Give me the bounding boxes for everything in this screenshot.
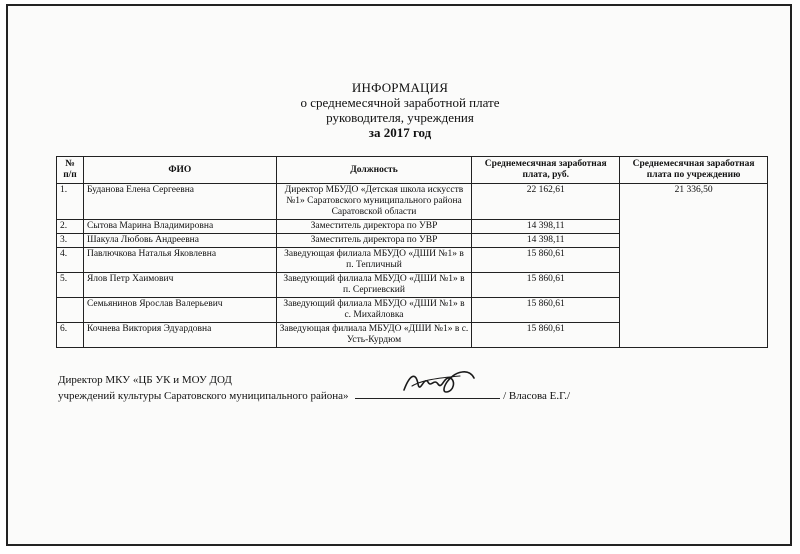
title-line-3: руководителя, учреждения <box>326 110 474 125</box>
row-salary: 14 398,11 <box>472 234 620 248</box>
signer-title-line-2-row <box>58 387 570 403</box>
row-num: 6. <box>57 323 84 348</box>
signer-title-line-1: Директор МКУ «ЦБ УК и МОУ ДОД <box>58 374 232 386</box>
row-fio: Шакула Любовь Андреевна <box>83 234 276 248</box>
title-line-1: ИНФОРМАЦИЯ <box>351 80 449 95</box>
signature-line <box>355 387 500 399</box>
title-line-2: о среднемесячной заработной плате <box>300 95 500 110</box>
row-num: 5. <box>57 273 84 298</box>
row-salary: 14 398,11 <box>472 220 620 234</box>
signer-title-line-2: учреждений культуры Саратовского муниципального района» <box>58 390 349 402</box>
row-fio: Ялов Петр Хаимович <box>83 273 276 298</box>
row-position: Директор МБУДО «Детская школа искусств №1» Саратовского муниципального района Саратовской области <box>276 184 472 220</box>
col-header-org-average: Среднемесячная заработная плата по учреждению <box>620 157 768 184</box>
row-salary: 15 860,61 <box>472 323 620 348</box>
signature-block <box>58 374 570 403</box>
row-num <box>57 298 84 323</box>
row-salary: 15 860,61 <box>472 298 620 323</box>
row-fio: Семьянинов Ярослав Валерьевич <box>83 298 276 323</box>
row-position: Заведующая филиала МБУДО «ДШИ №1» в п. Тепличный <box>276 248 472 273</box>
org-average-cell: 21 336,50 <box>620 184 768 348</box>
col-header-fio: ФИО <box>83 157 276 184</box>
title-line-4: за 2017 год <box>368 125 432 140</box>
row-position: Заведующий филиала МБУДО «ДШИ №1» в с. Михайловка <box>276 298 472 323</box>
col-header-position: Должность <box>276 157 472 184</box>
row-position: Заведующая филиала МБУДО «ДШИ №1» в с. Усть-Курдюм <box>276 323 472 348</box>
row-position: Заместитель директора по УВР <box>276 234 472 248</box>
row-position: Заместитель директора по УВР <box>276 220 472 234</box>
row-num: 1. <box>57 184 84 220</box>
row-fio: Сытова Марина Владимировна <box>83 220 276 234</box>
row-fio: Буданова Елена Сергеевна <box>83 184 276 220</box>
row-salary: 15 860,61 <box>472 248 620 273</box>
row-num: 3. <box>57 234 84 248</box>
col-header-salary: Среднемесячная заработная плата, руб. <box>472 157 620 184</box>
row-salary: 15 860,61 <box>472 273 620 298</box>
signer-name: / Власова Е.Г./ <box>503 390 571 402</box>
row-fio: Павлючкова Наталья Яковлевна <box>83 248 276 273</box>
document-title <box>0 80 800 140</box>
salary-table <box>56 156 768 348</box>
row-salary: 22 162,61 <box>472 184 620 220</box>
row-num: 4. <box>57 248 84 273</box>
row-fio: Кочнева Виктория Эдуардовна <box>83 323 276 348</box>
col-header-num: № п/п <box>57 157 84 184</box>
table-row <box>57 184 768 220</box>
row-num: 2. <box>57 220 84 234</box>
row-position: Заведующий филиала МБУДО «ДШИ №1» в п. Сергиевский <box>276 273 472 298</box>
table-header-row <box>57 157 768 184</box>
